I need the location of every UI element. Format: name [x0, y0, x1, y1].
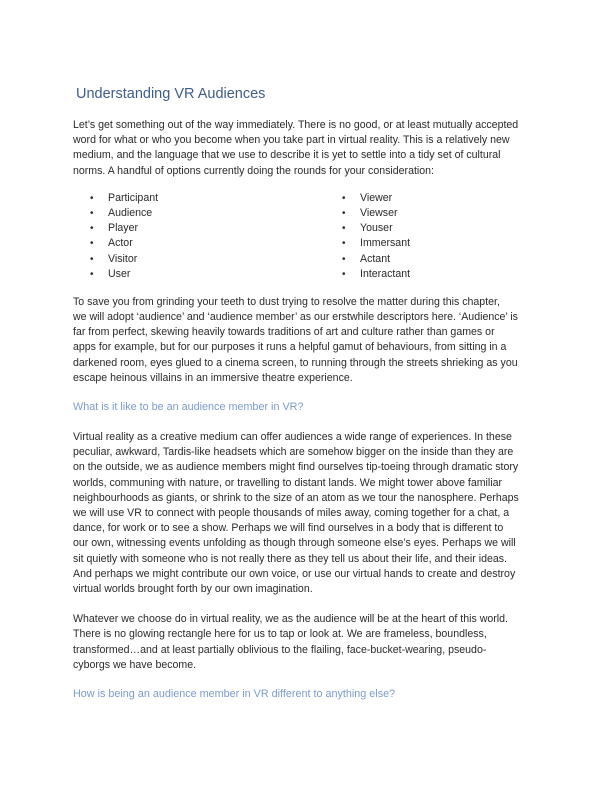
page-title: Understanding VR Audiences	[76, 86, 266, 102]
text-line: sit quietly with someone who is not really there as they tell us about their life, and their ideas.	[73, 552, 507, 565]
terms-lists	[73, 191, 549, 287]
bullet-icon: •	[342, 268, 346, 280]
text-line: peculiar, awkward, Tardis-like headsets which are somehow bigger on the inside than they are	[73, 446, 514, 459]
text-line: To save you from grinding your teeth to dust trying to resolve the matter during this chapter,	[73, 295, 500, 308]
terms-list-left	[90, 191, 158, 282]
list-item: • Visitor	[90, 252, 158, 267]
list-item: • Actor	[90, 236, 158, 251]
text-line: dance, for work or to see a show. Perhaps we will find ourselves in a body that is different to	[73, 522, 504, 535]
text-line: And perhaps we might contribute our own voice, or use our virtual hands to create and destroy	[73, 567, 516, 580]
text-line: we will use VR to connect with people thousands of miles away, coming together for a chat, a	[73, 507, 510, 520]
bullet-icon: •	[90, 253, 94, 265]
list-item: • Player	[90, 221, 158, 236]
text-line: Virtual reality as a creative medium can offer audiences a wide range of experiences. In these	[73, 431, 512, 444]
text-line: darkened room, eyes glued to a cinema screen, to running through the streets shrieking as you	[73, 356, 518, 369]
text-line: neighbourhoods as giants, or shrink to the size of an atom as we tour the nanosphere. Perhaps	[73, 491, 519, 504]
section-heading-how: How is being an audience member in VR different to anything else?	[73, 688, 396, 701]
bullet-icon: •	[342, 208, 346, 220]
audience-definition-paragraph	[73, 295, 549, 386]
bullet-icon: •	[342, 253, 346, 265]
list-item: • Viewer	[342, 191, 410, 206]
text-line: norms. A handful of options currently doing the rounds for your consideration:	[73, 164, 434, 177]
text-line: we will adopt ‘audience’ and ‘audience member’ as our erstwhile descriptors here. ‘Audience’ is	[73, 311, 518, 324]
section-heading-what: What is it like to be an audience member in VR?	[73, 401, 304, 414]
list-item: • Actant	[342, 252, 410, 267]
text-line: Whatever we choose do in virtual reality, we as the audience will be at the heart of this world.	[73, 613, 508, 626]
list-item: • Immersant	[342, 236, 410, 251]
text-line: far from perfect, skewing heavily towards traditions of art and culture rather than games or	[73, 326, 495, 339]
bullet-icon: •	[90, 238, 94, 250]
bullet-icon: •	[90, 208, 94, 220]
list-item: • User	[90, 267, 158, 282]
heart-of-world-paragraph	[73, 612, 549, 673]
list-item: • Participant	[90, 191, 158, 206]
text-line: on the outside, we as audience members might find ourselves tip-toeing through dramatic story	[73, 461, 519, 474]
text-line: word for what or who you become when you take part in virtual reality. This is a relatively new	[73, 134, 510, 147]
bullet-icon: •	[90, 268, 94, 280]
text-line: There is no glowing rectangle here for us to tap or look at. We are frameless, boundless,	[73, 628, 487, 641]
list-item: • Viewser	[342, 206, 410, 221]
text-line: Let’s get something out of the way immediately. There is no good, or at least mutually accepted	[73, 119, 519, 131]
text-line: medium, and the language that we use to describe it is yet to settle into a tidy set of cultural	[73, 149, 501, 162]
text-line: our own, witnessing events unfolding as though through someone else’s eyes. Perhaps we will	[73, 537, 516, 550]
bullet-icon: •	[342, 238, 346, 250]
terms-list-right	[342, 191, 410, 282]
text-line: worlds, communing with nature, or travelling to distant lands. We might tower above familiar	[73, 476, 503, 489]
intro-paragraph	[73, 118, 549, 179]
text-line: apps for example, but for our purposes it runs a helpful gamut of behaviours, from sitting in a	[73, 341, 507, 354]
text-line: cyborgs we have become.	[73, 658, 197, 671]
bullet-icon: •	[342, 223, 346, 235]
text-line: escape heinous villains in an immersive theatre experience.	[73, 371, 353, 384]
list-item: • Audience	[90, 206, 158, 221]
list-item: • Youser	[342, 221, 410, 236]
document-page	[73, 84, 549, 717]
bullet-icon: •	[90, 192, 94, 204]
text-line: virtual worlds brought forth by our own imagination.	[73, 583, 313, 596]
list-item: • Interactant	[342, 267, 410, 282]
bullet-icon: •	[90, 223, 94, 235]
text-line: transformed…and at least partially oblivious to the flailing, face-bucket-wearing, pseudo-	[73, 643, 487, 656]
bullet-icon: •	[342, 192, 346, 204]
experience-paragraph	[73, 430, 549, 597]
